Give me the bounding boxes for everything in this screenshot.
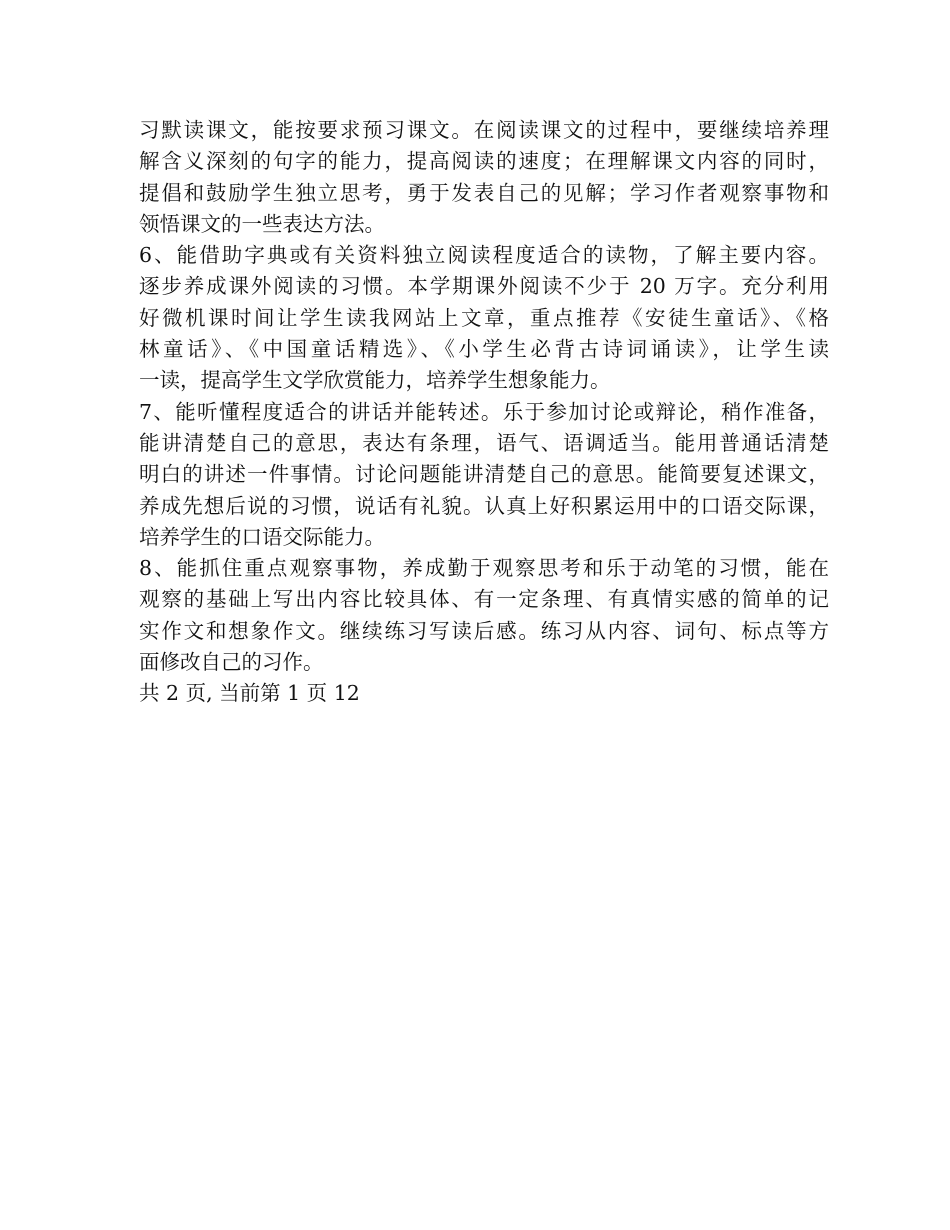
text-line: 逐步养成课外阅读的习惯。本学期课外阅读不少于 20 万字。充分利用	[139, 274, 829, 299]
text-line: 观察的基础上写出内容比较具体、有一定条理、有真情实感的简单的记	[139, 587, 829, 612]
document-page	[139, 115, 829, 710]
text-line: 明白的讲述一件事情。讨论问题能讲清楚自己的意思。能简要复述课文，	[139, 462, 829, 487]
text-line: 习默读课文，能按要求预习课文。在阅读课文的过程中，要继续培养理	[139, 118, 829, 142]
text-line: 领悟课文的一些表达方法。	[139, 211, 385, 236]
text-line: 养成先想后说的习惯，说话有礼貌。认真上好积累运用中的口语交际课，	[139, 493, 829, 518]
text-line: 6、能借助字典或有关资料独立阅读程度适合的读物，了解主要内容。	[139, 243, 829, 268]
text-line: 实作文和想象作文。继续练习写读后感。练习从内容、词句、标点等方	[139, 618, 829, 643]
text-line: 林童话》、《中国童话精选》、《小学生必背古诗词诵读》，让学生读	[139, 337, 829, 362]
text-line: 7、能听懂程度适合的讲话并能转述。乐于参加讨论或辩论，稍作准备，	[139, 399, 829, 424]
text-line: 好微机课时间让学生读我网站上文章，重点推荐《安徒生童话》、《格	[139, 305, 829, 330]
text-line: 提倡和鼓励学生独立思考，勇于发表自己的见解；学习作者观察事物和	[139, 180, 829, 205]
text-line: 面修改自己的习作。	[139, 650, 324, 675]
text-line: 8、能抓住重点观察事物，养成勤于观察思考和乐于动笔的习惯，能在	[139, 556, 829, 581]
text-line: 培养学生的口语交际能力。	[139, 524, 385, 549]
text-line: 一读，提高学生文学欣赏能力，培养学生想象能力。	[139, 368, 611, 393]
text-line: 能讲清楚自己的意思，表达有条理，语气、语调适当。能用普通话清楚	[139, 430, 829, 455]
page-footer: 共 2 页, 当前第 1 页 12	[139, 681, 360, 706]
text-line: 解含义深刻的句字的能力，提高阅读的速度；在理解课文内容的同时，	[139, 149, 829, 174]
